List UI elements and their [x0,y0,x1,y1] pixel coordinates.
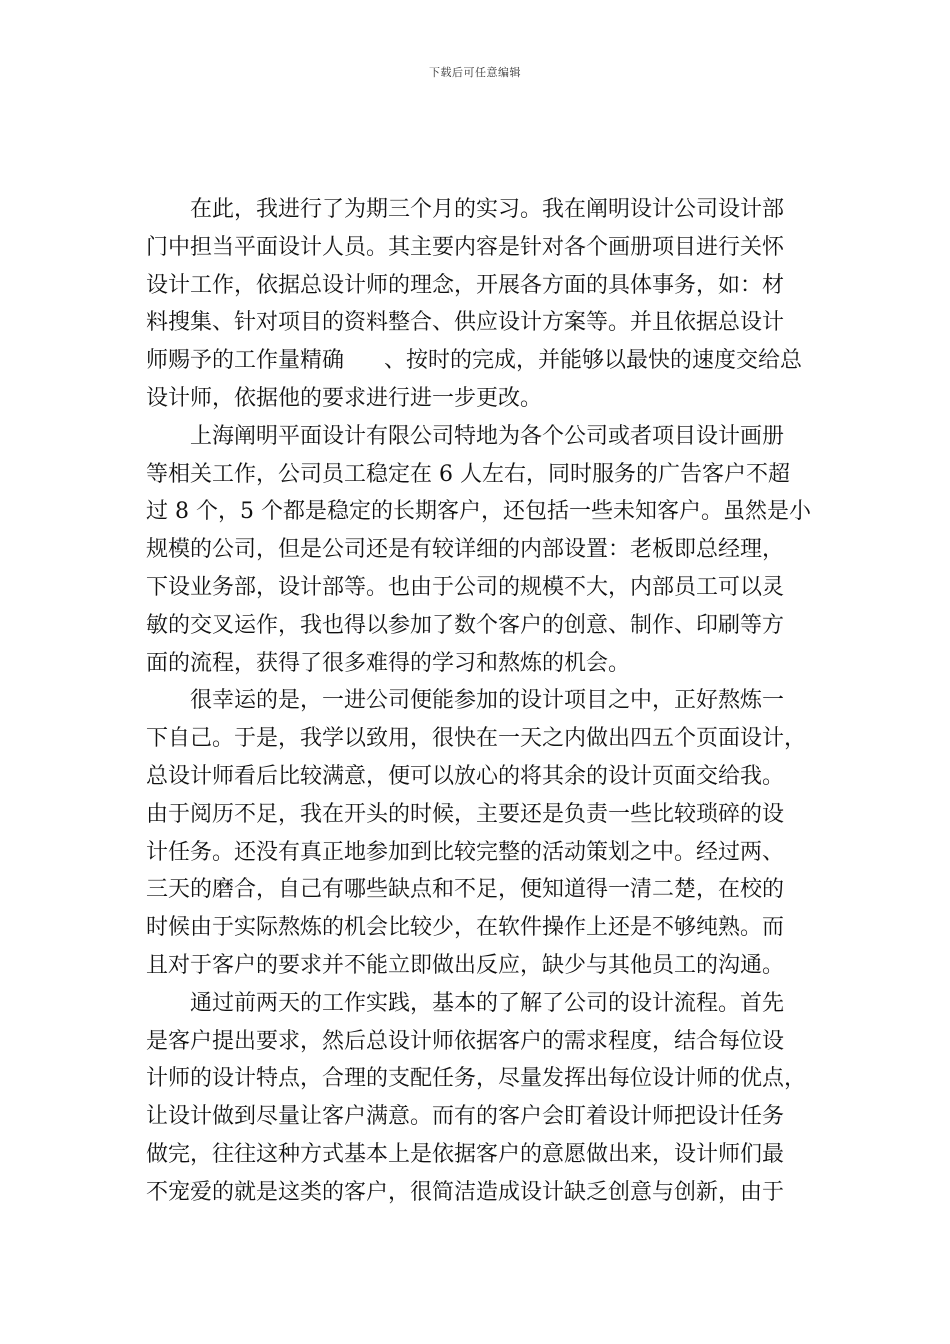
text-line: 且对于客户的要求并不能立即做出反应，缺少与其他员工的沟通。 [146,952,785,978]
text-line: 由于阅历不足，我在开头的时候，主要还是负责一些比较琐碎的设 [146,801,785,827]
text-line: 料搜集、针对项目的资料整合、供应设计方案等。并且依据总设计 [146,310,785,336]
text-line: 做完，往往这种方式基本上是依据客户的意愿做出来，设计师们最 [146,1141,785,1167]
paragraph-4 [146,985,820,1212]
text-line: 上海阐明平面设计有限公司特地为各个公司或者项目设计画册 [190,423,785,449]
text-line: 下自己。于是，我学以致用，很快在一天之内做出四五个页面设计， [146,726,807,752]
text-line: 是客户提出要求，然后总设计师依据客户的需求程度，结合每位设 [146,1028,785,1054]
text-line: 总设计师看后比较满意，便可以放心的将其余的设计页面交给我。 [146,763,785,789]
text-line: 计师的设计特点，合理的支配任务，尽量发挥出每位设计师的优点， [146,1066,807,1092]
text-line: 面的流程，获得了很多难得的学习和熬炼的机会。 [146,650,631,676]
text-line: 不宠爱的就是这类的客户，很简洁造成设计缺乏创意与创新，由于 [146,1179,785,1205]
text-line: 门中担当平面设计人员。其主要内容是针对各个画册项目进行关怀 [146,234,785,260]
text-segment: 、按时的完成，并能够以最快的速度交给总 [384,348,803,374]
text-line: 下设业务部，设计部等。也由于公司的规模不大，内部员工可以灵 [146,574,785,600]
text-line: 三天的磨合，自己有哪些缺点和不足，便知道得一清二楚，在校的 [146,877,785,903]
text-line: 计任务。还没有真正地参加到比较完整的活动策划之中。经过两、 [146,839,785,865]
text-line: 很幸运的是，一进公司便能参加的设计项目之中，正好熬炼一 [190,688,785,714]
paragraph-1 [146,191,820,418]
text-line: 在此，我进行了为期三个月的实习。我在阐明设计公司设计部 [190,197,785,222]
document-body [146,191,820,1212]
text-line [146,342,820,380]
paragraph-2 [146,418,820,683]
text-line: 规模的公司，但是公司还是有较详细的内部设置：老板即总经理， [146,537,785,563]
text-line: 过 8 个，5 个都是稳定的长期客户，还包括一些未知客户。虽然是小 [146,499,811,525]
paragraph-3 [146,682,820,984]
text-line: 敏的交叉运作，我也得以参加了数个客户的创意、制作、印刷等方 [146,612,785,638]
text-segment: 师赐予的工作量精确 [146,348,345,374]
text-line: 等相关工作，公司员工稳定在 6 人左右，同时服务的广告客户不超 [146,461,790,487]
text-line: 通过前两天的工作实践，基本的了解了公司的设计流程。首先 [190,990,785,1016]
page-header: 下载后可任意编辑 [429,66,521,79]
text-line: 时候由于实际熬炼的机会比较少，在软件操作上还是不够纯熟。而 [146,915,785,941]
text-line: 设计工作，依据总设计师的理念，开展各方面的具体事务，如：材 [146,272,785,298]
text-line: 设计师，依据他的要求进行进一步更改。 [146,385,543,411]
text-line: 让设计做到尽量让客户满意。而有的客户会盯着设计师把设计任务 [146,1104,785,1130]
